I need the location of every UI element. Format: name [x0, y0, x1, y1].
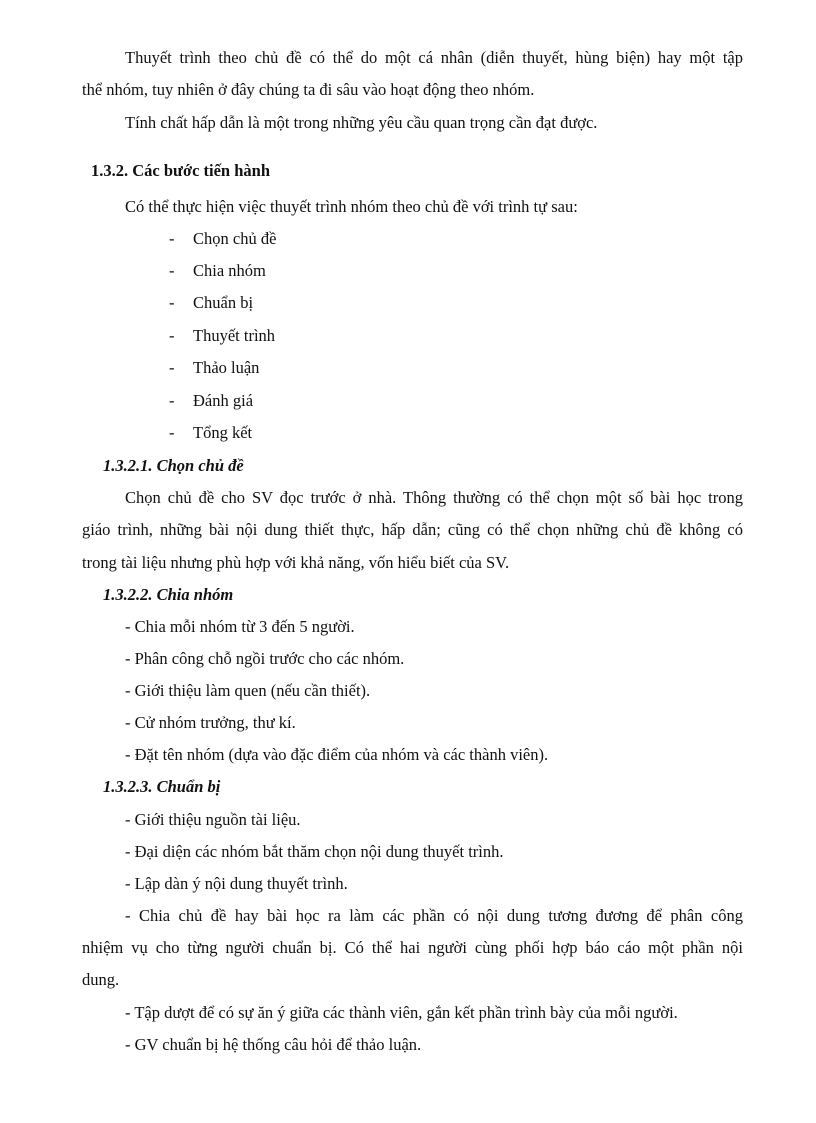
- list-item: - Phân công chỗ ngồi trước cho các nhóm.: [125, 649, 405, 668]
- list-item: - Chia mỗi nhóm từ 3 đến 5 người.: [125, 617, 355, 636]
- list-item: Chia nhóm: [193, 261, 266, 280]
- sub3-para-line-2: nhiệm vụ cho từng người chuẩn bị. Có thể hai người cùng phối hợp báo cáo một phần nội: [82, 938, 743, 957]
- list-item: Chuẩn bị: [193, 293, 254, 312]
- list-item: - Lập dàn ý nội dung thuyết trình.: [125, 874, 348, 893]
- section-intro: Có thể thực hiện việc thuyết trình nhóm theo chủ đề với trình tự sau:: [125, 197, 578, 216]
- list-bullet: -: [169, 229, 175, 248]
- list-item: - Giới thiệu nguồn tài liệu.: [125, 810, 301, 829]
- list-bullet: -: [169, 358, 175, 377]
- list-item: - Cử nhóm trưởng, thư kí.: [125, 713, 296, 732]
- list-item: Chọn chủ đề: [193, 229, 277, 248]
- list-bullet: -: [169, 326, 175, 345]
- intro-paragraph-line-1: Thuyết trình theo chủ đề có thể do một cá nhân (diễn thuyết, hùng biện) hay một tập: [125, 48, 743, 67]
- list-item: - Đặt tên nhóm (dựa vào đặc điểm của nhóm và các thành viên).: [125, 745, 549, 764]
- list-item: - GV chuẩn bị hệ thống câu hỏi để thảo luận.: [125, 1035, 422, 1054]
- sub1-line-2: giáo trình, những bài nội dung thiết thực, hấp dẫn; cũng có thể chọn những chủ đề không có: [82, 520, 743, 539]
- sub3-para-line-1: - Chia chủ đề hay bài học ra làm các phần có nội dung tương đương để phân công: [125, 906, 743, 925]
- sub1-line-3: trong tài liệu nhưng phù hợp với khả năng, vốn hiểu biết của SV.: [82, 553, 510, 572]
- subsection-heading-3: 1.3.2.3. Chuẩn bị: [103, 777, 221, 796]
- list-item: Tổng kết: [193, 423, 253, 442]
- list-item: Thuyết trình: [193, 326, 276, 345]
- list-bullet: -: [169, 391, 175, 410]
- list-bullet: -: [169, 293, 175, 312]
- section-heading: 1.3.2. Các bước tiến hành: [91, 161, 271, 180]
- list-item: Thảo luận: [193, 358, 260, 377]
- list-bullet: -: [169, 261, 175, 280]
- list-item: - Giới thiệu làm quen (nếu cần thiết).: [125, 681, 371, 700]
- list-item: Đánh giá: [193, 391, 254, 410]
- list-item: - Tập dượt để có sự ăn ý giữa các thành viên, gắn kết phần trình bày của mỗi người.: [125, 1003, 678, 1022]
- subsection-heading-1: 1.3.2.1. Chọn chủ đề: [103, 456, 244, 475]
- intro-paragraph-line-2: thể nhóm, tuy nhiên ở đây chúng ta đi sâu vào hoạt động theo nhóm.: [82, 80, 535, 99]
- subsection-heading-2: 1.3.2.2. Chia nhóm: [103, 585, 234, 604]
- sub1-line-1: Chọn chủ đề cho SV đọc trước ở nhà. Thông thường có thể chọn một số bài học trong: [125, 488, 743, 507]
- list-item: - Đại diện các nhóm bắt thăm chọn nội dung thuyết trình.: [125, 842, 504, 861]
- list-bullet: -: [169, 423, 175, 442]
- intro-paragraph-2: Tính chất hấp dẫn là một trong những yêu cầu quan trọng cần đạt được.: [125, 113, 598, 132]
- sub3-para-line-3: dung.: [82, 970, 120, 989]
